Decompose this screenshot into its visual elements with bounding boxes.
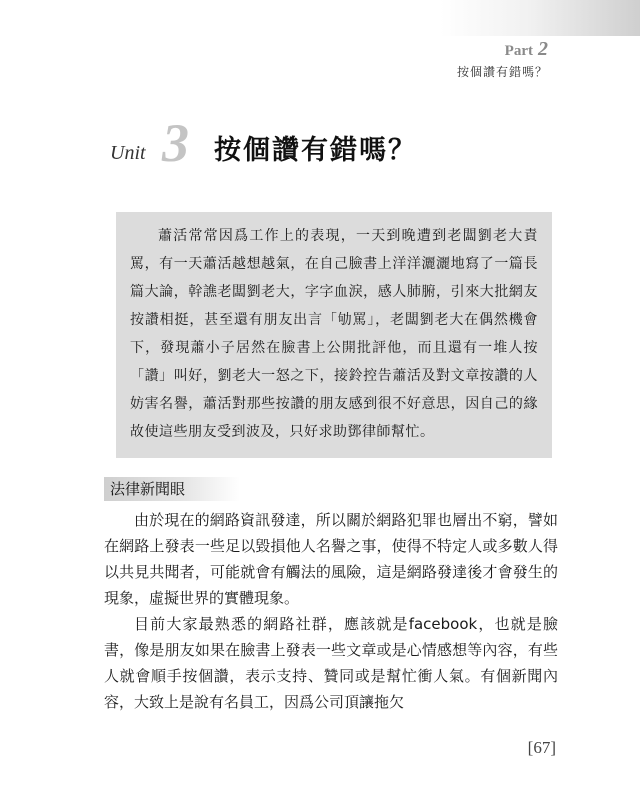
body-paragraph: 目前大家最熟悉的網路社群，應該就是facebook，也就是臉書，像是朋友如果在臉書上發表一些文章或是心情感想等內容，有些人就會順手按個讚，表示支持、贊同或是幫忙衝人氣。有個新聞內容，大致上是說有名員工，因爲公司頂讓拖欠 [104, 615, 558, 711]
page-number-bracket-left: [ [527, 738, 534, 757]
case-scenario-box [116, 212, 552, 458]
page-number [528, 738, 556, 758]
header-corner-tab [440, 0, 640, 36]
body-paragraph: 由於現在的網路資訊發達，所以關於網路犯罪也層出不窮，譬如在網路上發表一些足以毀損他人名譽之事，使得不特定人或多數人得以共見共聞者，可能就會有觸法的風險，這是網路發達後才會發生的現象，虛擬世界的實體現象。 [104, 511, 558, 607]
part-number: 2 [538, 38, 548, 60]
unit-word: Unit [110, 142, 146, 164]
section-heading: 法律新聞眼 [104, 477, 240, 501]
page-number-value: 67 [533, 738, 551, 757]
unit-title: 按個讚有錯嗎？ [214, 135, 417, 166]
case-scenario-text: 蕭活常常因爲工作上的表現，一天到晚遭到老闆劉老大責罵，有一天蕭活越想越氣，在自己臉書上洋洋灑灑地寫了一篇長篇大論，幹譙老闆劉老大，字字血淚，感人肺腑，引來大批網友按讚相挺，甚至還有朋友出言「劬罵」，老闆劉老大在偶然機會下，發現蕭小子居然在臉書上公開批評他，而且還有一堆人按「讚」叫好，劉老大一怒之下，接鈴控告蕭活及對文章按讚的人妨害名譽，蕭活對那些按讚的朋友感到很不好意思，因自己的緣故使這些朋友受到波及，只好求助鄧律師幫忙。 [130, 228, 538, 440]
page-number-bracket-right: ] [550, 738, 556, 757]
body-text [104, 507, 558, 715]
part-label [505, 38, 548, 61]
unit-heading [110, 113, 570, 180]
unit-number: 3 [162, 113, 189, 173]
running-header-title: 按個讚有錯嗎？ [456, 65, 548, 79]
part-word: Part [504, 43, 533, 59]
